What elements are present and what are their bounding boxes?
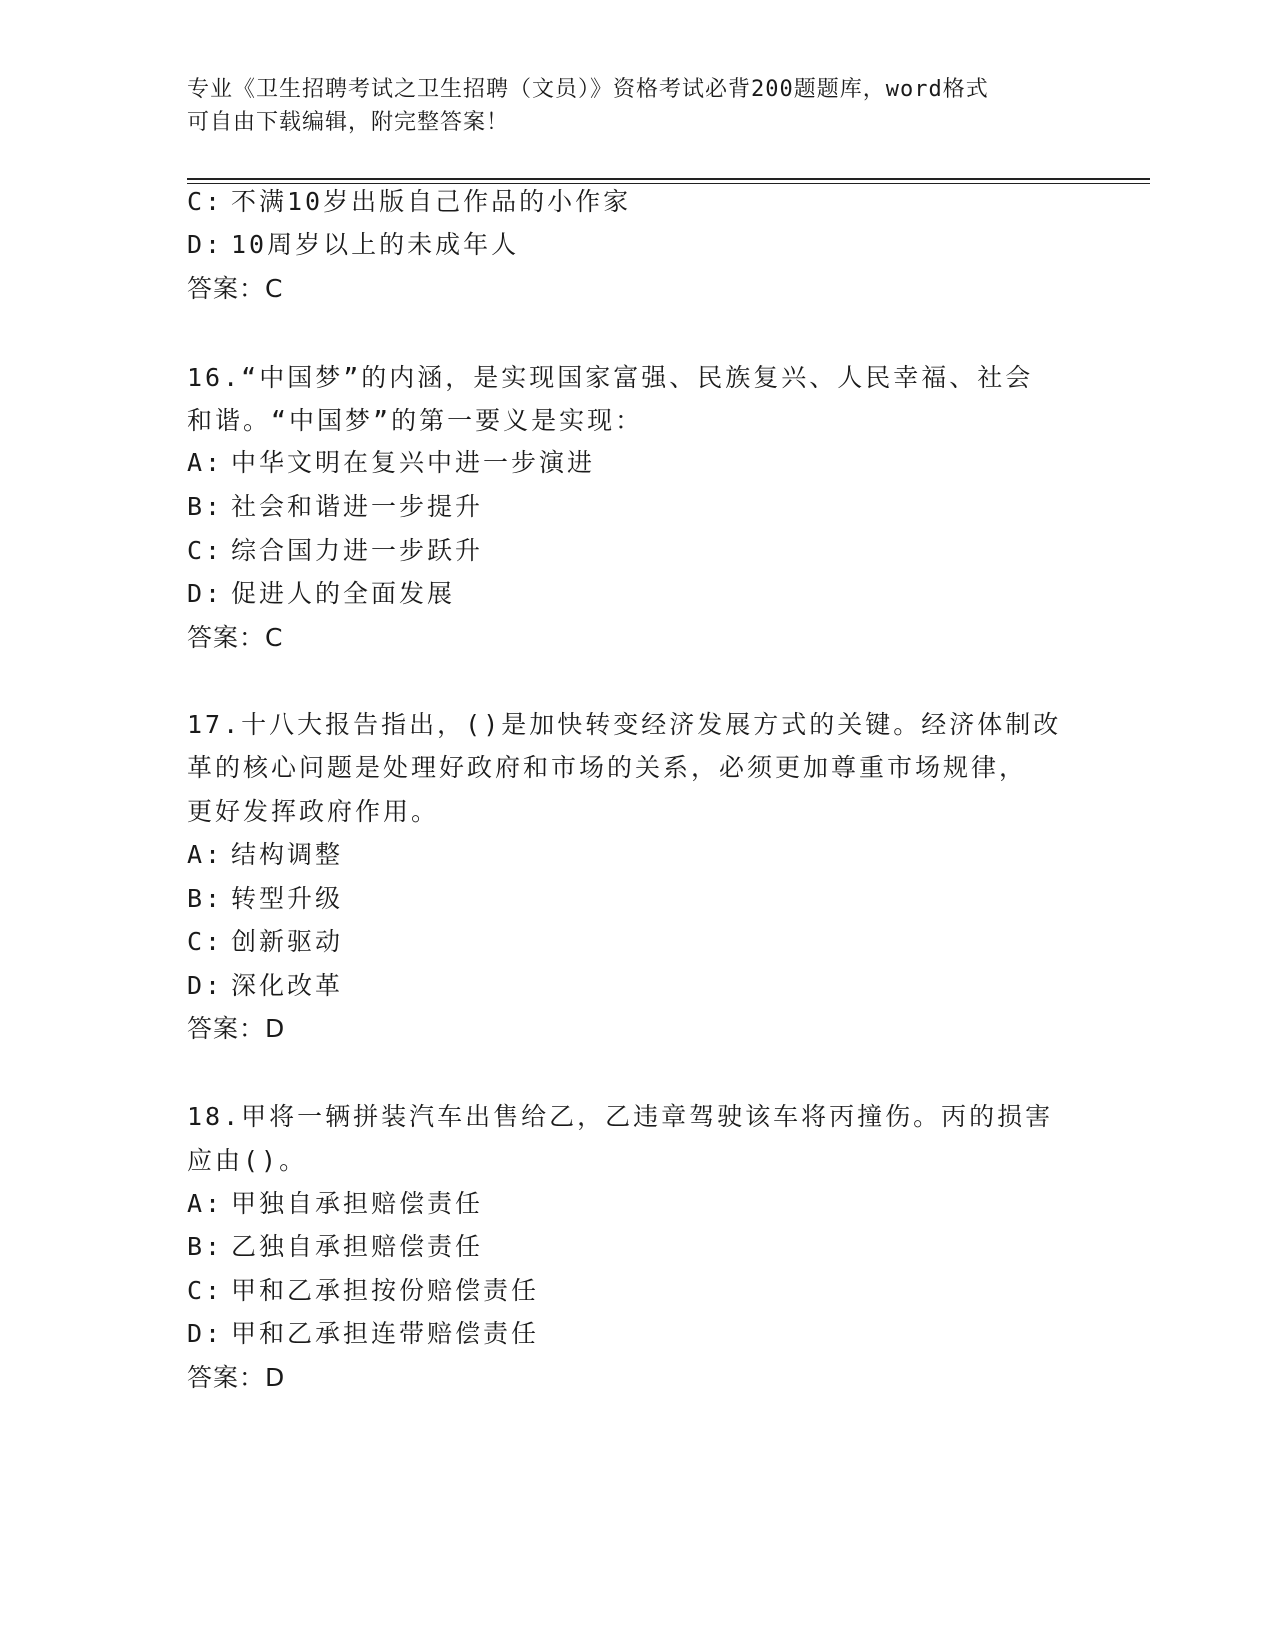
- option-letter: A:: [187, 840, 224, 869]
- option-text: 甲和乙承担连带赔偿责任: [231, 1319, 540, 1348]
- option-letter: D:: [187, 1319, 224, 1348]
- option-c: [187, 535, 483, 567]
- option-b: [187, 1231, 483, 1263]
- option-letter: A:: [187, 1189, 224, 1218]
- answer-label: 答案：C: [187, 274, 284, 303]
- option-text: 不满10岁出版自己作品的小作家: [231, 187, 632, 216]
- document-header: [187, 73, 1067, 139]
- option-a: [187, 839, 343, 871]
- answer-label: 答案：D: [187, 1014, 286, 1043]
- option-d: [187, 229, 519, 261]
- option-c: [187, 926, 343, 958]
- option-text: 深化改革: [231, 971, 344, 1000]
- option-letter: A:: [187, 448, 224, 477]
- option-text: 创新驱动: [231, 927, 344, 956]
- option-a: [187, 447, 595, 479]
- option-letter: C:: [187, 187, 224, 216]
- option-c: [187, 186, 631, 218]
- option-a: [187, 1188, 483, 1220]
- question-stem-line: 18.甲将一辆拼装汽车出售给乙，乙违章驾驶该车将丙撞伤。丙的损害: [187, 1102, 1054, 1131]
- option-c: [187, 1275, 539, 1307]
- question-stem-line: 革的核心问题是处理好政府和市场的关系，必须更加尊重市场规律，: [187, 753, 1028, 782]
- option-letter: C:: [187, 927, 224, 956]
- question-stem-line: 应由()。: [187, 1146, 308, 1175]
- option-text: 乙独自承担赔偿责任: [231, 1232, 484, 1261]
- option-letter: D:: [187, 971, 224, 1000]
- option-letter: B:: [187, 884, 224, 913]
- option-text: 综合国力进一步跃升: [231, 536, 484, 565]
- option-d: [187, 578, 455, 610]
- option-text: 结构调整: [231, 840, 344, 869]
- option-letter: C:: [187, 536, 224, 565]
- question-stem-line: 17.十八大报告指出，()是加快转变经济发展方式的关键。经济体制改: [187, 710, 1062, 739]
- option-b: [187, 491, 483, 523]
- header-divider-thick: [187, 178, 1150, 180]
- option-letter: D:: [187, 230, 224, 259]
- option-letter: B:: [187, 492, 224, 521]
- answer-label: 答案：D: [187, 1363, 286, 1392]
- header-title-line-2: 可自由下载编辑，附完整答案！: [187, 110, 510, 135]
- option-letter: B:: [187, 1232, 224, 1261]
- question-stem-line: 更好发挥政府作用。: [187, 797, 440, 826]
- option-text: 甲和乙承担按份赔偿责任: [231, 1276, 540, 1305]
- option-text: 甲独自承担赔偿责任: [231, 1189, 484, 1218]
- option-text: 社会和谐进一步提升: [231, 492, 484, 521]
- option-text: 转型升级: [231, 884, 344, 913]
- option-text: 10周岁以上的未成年人: [231, 230, 520, 259]
- option-b: [187, 883, 343, 915]
- option-letter: D:: [187, 579, 224, 608]
- option-text: 促进人的全面发展: [231, 579, 456, 608]
- header-divider-thin: [187, 183, 1150, 184]
- option-d: [187, 1318, 539, 1350]
- option-letter: C:: [187, 1276, 224, 1305]
- option-d: [187, 970, 343, 1002]
- answer-label: 答案：C: [187, 623, 284, 652]
- header-title-line-1: 专业《卫生招聘考试之卫生招聘（文员）》资格考试必背200题题库，word格式: [187, 77, 989, 102]
- question-stem-line: 和谐。“中国梦”的第一要义是实现：: [187, 406, 644, 435]
- question-stem-line: 16.“中国梦”的内涵，是实现国家富强、民族复兴、人民幸福、社会: [187, 363, 1034, 392]
- option-text: 中华文明在复兴中进一步演进: [231, 448, 596, 477]
